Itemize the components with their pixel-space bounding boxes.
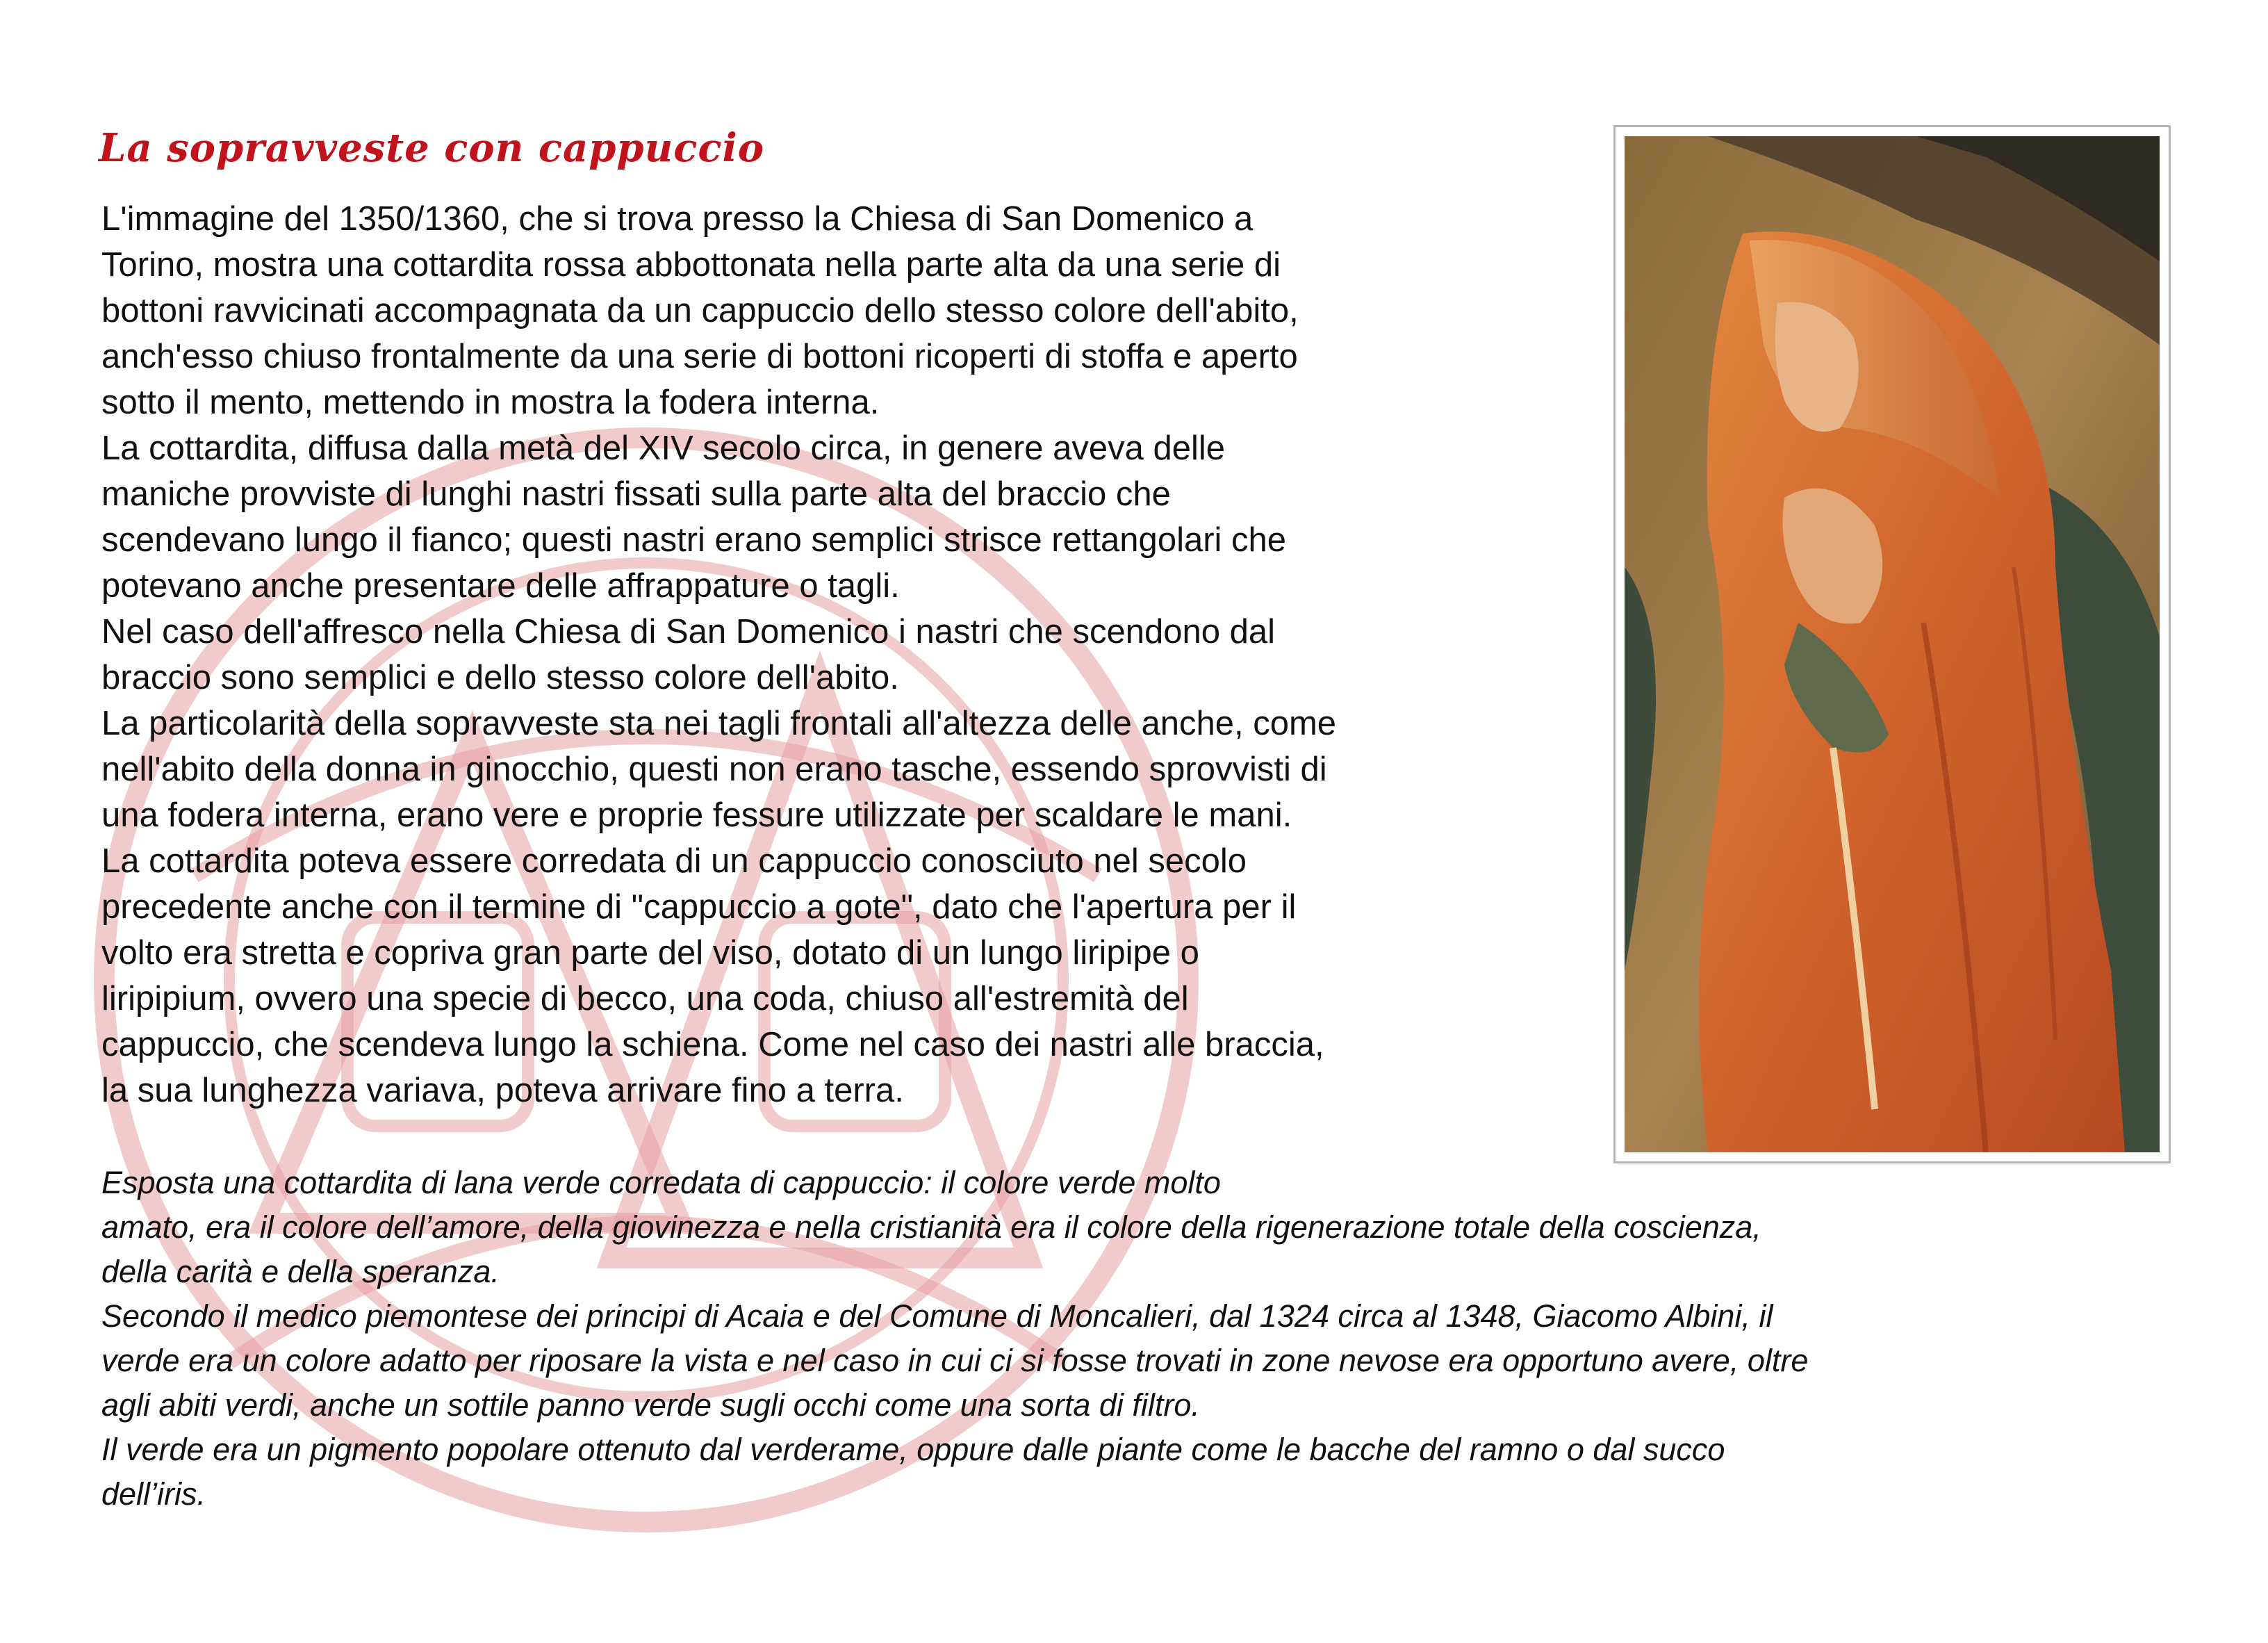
caption-line: verde era un colore adatto per riposare la vista e nel caso in cui ci si fosse trovati in zone nevose era opportuno avere, oltre [101, 1343, 1809, 1378]
body-line: braccio sono semplici e dello stesso colore dell'abito. [101, 659, 899, 696]
body-line: La cottardita poteva essere corredata di un cappuccio conosciuto nel secolo [101, 842, 1247, 880]
body-line: bottoni ravvicinati accompagnata da un cappuccio dello stesso colore dell'abito, [101, 292, 1299, 329]
body-line: Nel caso dell'affresco nella Chiesa di San Domenico i nastri che scendono dal [101, 613, 1276, 651]
caption-text [101, 1161, 2200, 1517]
body-line: potevano anche presentare delle affrappature o tagli. [101, 567, 900, 605]
caption-line: della carità e della speranza. [101, 1254, 500, 1289]
body-line: maniche provviste di lunghi nastri fissati sulla parte alta del braccio che [101, 475, 1171, 513]
body-line: anch'esso chiuso frontalmente da una serie di bottoni ricoperti di stoffa e aperto [101, 338, 1298, 375]
fresco-illustration [1625, 136, 2160, 1152]
body-line: nell'abito della donna in ginocchio, questi non erano tasche, essendo sprovvisti di [101, 751, 1327, 788]
page-title: La sopravveste con cappuccio [99, 125, 765, 171]
caption-line: Esposta una cottardita di lana verde corredata di cappuccio: il colore verde molto [101, 1165, 1221, 1200]
caption-line: agli abiti verdi, anche un sottile panno verde sugli occhi come una sorta di filtro. [101, 1387, 1200, 1423]
body-line: La cottardita, diffusa dalla metà del XIV secolo circa, in genere aveva delle [101, 430, 1226, 467]
caption-line: Secondo il medico piemontese dei principi di Acaia e del Comune di Moncalieri, dal 1324 circa al 1348, Giacomo Albini, il [101, 1298, 1773, 1334]
body-line: una fodera interna, erano vere e proprie fessure utilizzate per scaldare le mani. [101, 796, 1292, 834]
body-line: volto era stretta e copriva gran parte del viso, dotato di un lungo liripipe o [101, 934, 1199, 972]
body-line: cappuccio, che scendeva lungo la schiena. Come nel caso dei nastri alle braccia, [101, 1026, 1324, 1063]
body-text [101, 196, 1588, 1113]
caption-line: dell’iris. [101, 1476, 206, 1512]
body-line: la sua lunghezza variava, poteva arrivare fino a terra. [101, 1072, 904, 1109]
body-line: L'immagine del 1350/1360, che si trova presso la Chiesa di San Domenico a [101, 200, 1254, 238]
caption-line: amato, era il colore dell’amore, della giovinezza e nella cristianità era il colore della rigenerazione totale della coscienza, [101, 1209, 1761, 1245]
body-line: Torino, mostra una cottardita rossa abbottonata nella parte alta da una serie di [101, 246, 1281, 284]
fresco-image [1613, 125, 2171, 1163]
body-line: La particolarità della sopravveste sta nei tagli frontali all'altezza delle anche, come [101, 705, 1337, 742]
body-line: sotto il mento, mettendo in mostra la fodera interna. [101, 384, 880, 421]
body-line: precedente anche con il termine di "cappuccio a gote", dato che l'apertura per il [101, 888, 1297, 926]
caption-line: Il verde era un pigmento popolare ottenuto dal verderame, oppure dalle piante come le bacche del ramno o dal succo [101, 1432, 1725, 1467]
body-line: scendevano lungo il fianco; questi nastri erano semplici strisce rettangolari che [101, 521, 1287, 559]
body-line: liripipium, ovvero una specie di becco, una coda, chiuso all'estremità del [101, 980, 1189, 1017]
